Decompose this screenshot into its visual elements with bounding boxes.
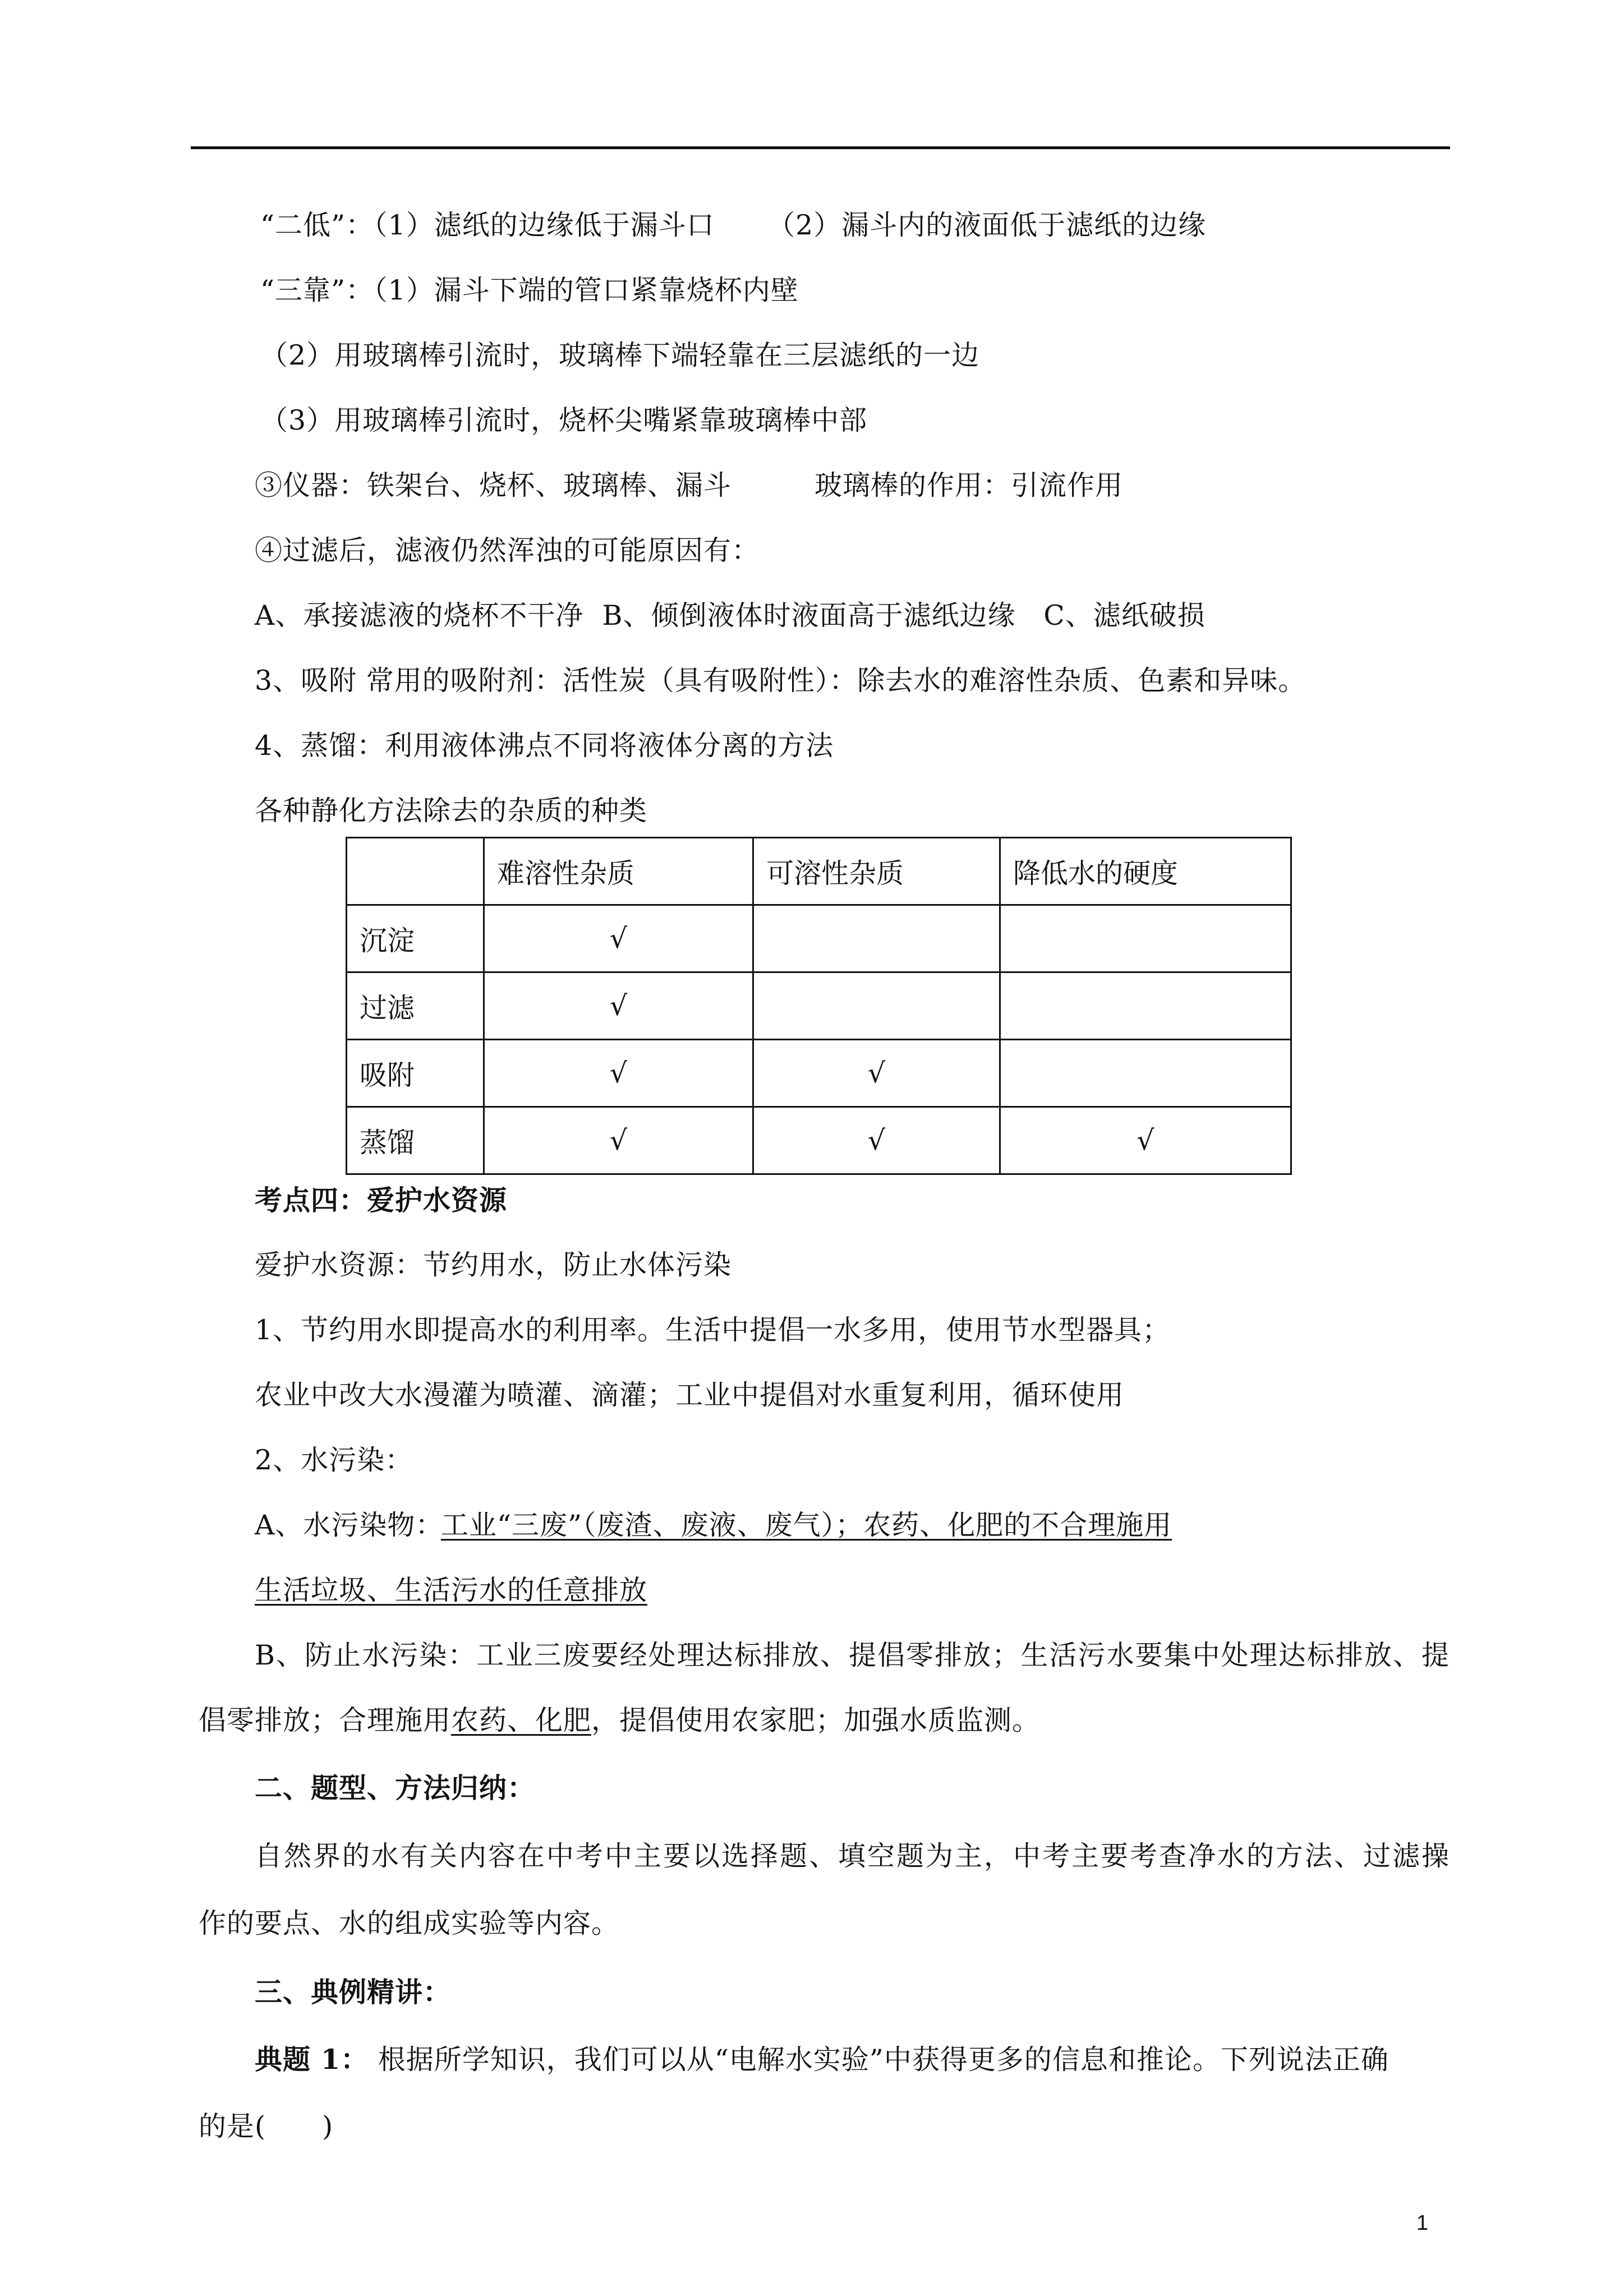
check-cell: √ bbox=[484, 1107, 753, 1174]
line-two-low-2: （2）漏斗内的液面低于滤纸的边缘 bbox=[767, 209, 1207, 241]
check-cell bbox=[1000, 972, 1291, 1040]
example-1 bbox=[255, 2043, 1389, 2077]
line-two-low-1: “二低”：（1）滤纸的边缘低于漏斗口 bbox=[260, 209, 715, 241]
table-row bbox=[347, 1107, 1291, 1174]
table-header-cell: 可溶性杂质 bbox=[753, 838, 1000, 905]
method-cell: 蒸馏 bbox=[347, 1107, 484, 1174]
line-agriculture: 农业中改大水漫灌为喷灌、滴灌；工业中提倡对水重复利用，循环使用 bbox=[255, 1379, 1125, 1411]
method-cell: 吸附 bbox=[347, 1040, 484, 1107]
text-segment: ，提倡使用农家肥；加强水质监测。 bbox=[591, 1704, 1041, 1736]
page-number: 1 bbox=[1416, 2211, 1429, 2235]
line-prevent-pollution-cont bbox=[199, 1704, 1040, 1737]
line-three-lean-2: （2）用玻璃棒引流时，玻璃棒下端轻靠在三层滤纸的一边 bbox=[260, 339, 980, 371]
line-adsorption: 3、吸附 常用的吸附剂：活性炭（具有吸附性）：除去水的难溶性杂质、色素和异味。 bbox=[255, 665, 1306, 697]
heading-section-two: 二、题型、方法归纳： bbox=[255, 1772, 536, 1804]
underlined-segment: 农药、化肥 bbox=[451, 1704, 592, 1736]
check-cell: √ bbox=[1000, 1107, 1291, 1174]
check-cell: √ bbox=[484, 905, 753, 972]
check-cell: √ bbox=[484, 1040, 753, 1107]
heading-point-four: 考点四：爱护水资源 bbox=[255, 1184, 508, 1216]
check-cell: √ bbox=[484, 972, 753, 1040]
table-caption: 各种静化方法除去的杂质的种类 bbox=[255, 795, 648, 827]
method-cell: 沉淀 bbox=[347, 905, 484, 972]
line-protect-water: 爱护水资源：节约用水，防止水体污染 bbox=[255, 1249, 732, 1281]
text-segment: 倡零排放；合理施用 bbox=[199, 1704, 452, 1736]
line-distillation: 4、蒸馏：利用液体沸点不同将液体分离的方法 bbox=[255, 730, 834, 762]
line-exam-summary-cont: 作的要点、水的组成实验等内容。 bbox=[199, 1907, 620, 1939]
header-rule bbox=[191, 146, 1450, 149]
example-text: 根据所学知识，我们可以从“电解水实验”中获得更多的信息和推论。下列说法正确 bbox=[369, 2044, 1389, 2076]
check-cell bbox=[1000, 905, 1291, 972]
table-row bbox=[347, 972, 1291, 1040]
line-turbid-reasons: ④过滤后，滤液仍然浑浊的可能原因有： bbox=[255, 534, 760, 566]
line-three-lean-3: （3）用玻璃棒引流时，烧杯尖嘴紧靠玻璃棒中部 bbox=[260, 404, 868, 436]
check-cell: √ bbox=[753, 1040, 1000, 1107]
heading-section-three: 三、典例精讲： bbox=[255, 1976, 452, 2008]
check-cell bbox=[1000, 1040, 1291, 1107]
line-domestic-waste: 生活垃圾、生活污水的任意排放 bbox=[255, 1574, 648, 1606]
line-exam-summary: 自然界的水有关内容在中考中主要以选择题、填空题为主，中考主要考查净水的方法、过滤操 bbox=[255, 1840, 1450, 1872]
table-header-row bbox=[347, 838, 1291, 905]
line-three-lean-1: “三靠”：（1）漏斗下端的管口紧靠烧杯内壁 bbox=[260, 274, 799, 306]
example-1-cont: 的是( ) bbox=[199, 2110, 334, 2142]
method-cell: 过滤 bbox=[347, 972, 484, 1040]
table-header-cell: 降低水的硬度 bbox=[1000, 838, 1291, 905]
line-instruments: ③仪器：铁架台、烧杯、玻璃棒、漏斗 bbox=[255, 469, 732, 501]
table-header-cell: 难溶性杂质 bbox=[484, 838, 753, 905]
line-prevent-pollution: B、防止水污染：工业三废要经处理达标排放、提倡零排放；生活污水要集中处理达标排放、提 bbox=[255, 1639, 1450, 1671]
table-header-cell bbox=[347, 838, 484, 905]
line-water-pollution: 2、水污染： bbox=[255, 1444, 413, 1476]
table-row bbox=[347, 1040, 1291, 1107]
table-row bbox=[347, 905, 1291, 972]
example-label: 典题 1： bbox=[255, 2043, 369, 2076]
check-cell: √ bbox=[753, 1107, 1000, 1174]
check-cell bbox=[753, 905, 1000, 972]
line-glass-rod-role: 玻璃棒的作用：引流作用 bbox=[815, 469, 1124, 501]
line-reasons-list: A、承接滤液的烧杯不干净 B、倾倒液体时液面高于滤纸边缘 C、滤纸破损 bbox=[255, 600, 1206, 631]
check-cell bbox=[753, 972, 1000, 1040]
purification-table bbox=[346, 837, 1292, 1175]
line-save-water: 1、节约用水即提高水的利用率。生活中提倡一水多用，使用节水型器具； bbox=[255, 1314, 1171, 1346]
line-pollutants-list: 工业“三废”（废渣、废液、废气）；农药、化肥的不合理施用 bbox=[441, 1509, 1172, 1541]
line-pollutants-label: A、水污染物： bbox=[255, 1509, 444, 1541]
